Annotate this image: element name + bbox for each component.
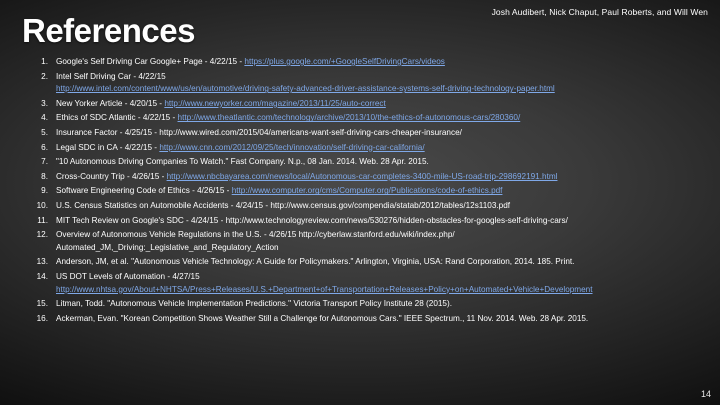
reference-link[interactable]: http://www.cnn.com/2012/09/25/tech/innovation/self-driving-car-california/ [159,142,425,152]
reference-text [56,71,706,96]
reference-item [26,215,706,228]
reference-text-part: Ackerman, Evan. "Korean Competition Shows Weather Still a Challenge for Autonomous Cars." IEEE Spectrum., 11 Nov. 2014. Web. 28 Apr. 2015. [56,313,589,323]
reference-item [26,112,706,125]
reference-text-part: Ethics of SDC Atlantic - 4/22/15 - [56,113,178,123]
reference-number: 14. [36,271,48,281]
reference-text [56,98,706,111]
page-number: 14 [700,389,711,399]
reference-text [56,127,706,140]
reference-number: 4. [41,113,48,123]
reference-number: 6. [41,142,48,152]
reference-number: 3. [41,98,48,108]
reference-item [26,171,706,184]
reference-number: 10. [36,200,48,210]
reference-text [56,185,706,198]
reference-item [26,271,706,296]
reference-item [26,127,706,140]
reference-link[interactable]: http://www.theatlantic.com/technology/archive/2013/10/the-ethics-of-autonomous-cars/280360/ [177,113,521,123]
reference-number: 16. [36,313,48,323]
reference-text [56,229,706,254]
reference-text-part: MIT Tech Review on Google's SDC - 4/24/15 - http://www.technologyreview.com/news/530276/hidden-obstacles-for-googles-self-driving-cars/ [56,215,568,225]
reference-text [56,156,706,169]
reference-text-part: Anderson, JM, et al. "Autonomous Vehicle Technology: A Guide for Policymakers." Arlington, Virginia, USA: Rand Corporation, 2014. 185. Print. [56,257,575,267]
references-list [26,56,706,327]
reference-text-part: Overview of Autonomous Vehicle Regulations in the U.S. - 4/26/15 http://cyberlaw.stanford.edu/wiki/index.php/ [56,230,455,240]
reference-text [56,171,706,184]
reference-text-part: Automated_JM,_Driving:_Legislative_and_Regulatory_Action [56,242,279,252]
reference-item [26,56,706,69]
reference-number: 13. [36,257,48,267]
reference-link[interactable]: http://www.intel.com/content/www/us/en/automotive/driving-safety-advanced-driver-assistance-systems-self-driving-technology-paper.html [56,84,555,94]
reference-number: 1. [41,57,48,66]
reference-text [56,271,706,296]
reference-number: 8. [41,171,48,181]
reference-text-part: Legal SDC in CA - 4/22/15 - [56,142,160,152]
reference-text [56,112,706,125]
reference-text-part: "10 Autonomous Driving Companies To Watch." Fast Company. N.p., 08 Jan. 2014. Web. 28 Apr. 2015. [56,157,429,167]
page-title: References [22,12,195,49]
reference-number: 5. [41,127,48,137]
reference-link[interactable]: http://www.computer.org/cms/Computer.org/Publications/code-of-ethics.pdf [231,186,503,196]
reference-item [26,185,706,198]
reference-item [26,298,706,311]
reference-text [56,256,706,269]
reference-text-part: New Yorker Article - 4/20/15 - [56,98,165,108]
reference-item [26,142,706,155]
reference-link[interactable]: https://plus.google.com/+GoogleSelfDrivingCars/videos [244,57,445,66]
reference-text-part: Google's Self Driving Car Google+ Page - 4/22/15 - [56,57,245,66]
reference-item [26,229,706,254]
reference-text [56,298,706,311]
reference-text [56,313,706,326]
reference-text-part: Insurance Factor - 4/25/15 - http://www.wired.com/2015/04/americans-want-self-driving-cars-cheaper-insurance/ [56,127,462,137]
reference-link[interactable]: http://www.nhtsa.gov/About+NHTSA/Press+Releases/U.S.+Department+of+Transportation+Releases+Policy+on+Automated+Vehicle+Development [56,284,593,294]
reference-item [26,98,706,111]
authors-line: Josh Audibert, Nick Chaput, Paul Roberts, and Will Wen [491,7,708,17]
reference-text [56,142,706,155]
reference-text-part: Litman, Todd. "Autonomous Vehicle Implementation Predictions." Victoria Transport Policy Institute 28 (2015). [56,299,452,309]
reference-text [56,56,706,69]
reference-item [26,313,706,326]
reference-text-part: US DOT Levels of Automation - 4/27/15 [56,271,200,281]
reference-item [26,156,706,169]
reference-number: 7. [41,157,48,167]
reference-item [26,71,706,96]
reference-item [26,256,706,269]
reference-text [56,215,706,228]
reference-number: 11. [37,215,48,225]
reference-text-part: Cross-Country Trip - 4/26/15 - [56,171,167,181]
reference-text [56,200,706,213]
reference-number: 2. [41,71,48,81]
reference-link[interactable]: http://www.newyorker.com/magazine/2013/11/25/auto-correct [164,98,386,108]
reference-number: 15. [36,299,48,309]
reference-number: 9. [41,186,48,196]
reference-number: 12. [36,230,48,240]
reference-item [26,200,706,213]
reference-link[interactable]: http://www.nbcbayarea.com/news/local/Autonomous-car-completes-3400-mile-US-road-trip-298692191.html [166,171,558,181]
reference-text-part: U.S. Census Statistics on Automobile Accidents - 4/24/15 - http://www.census.gov/compendia/statab/2012/tables/12s1103.pdf [56,200,511,210]
reference-text-part: Intel Self Driving Car - 4/22/15 [56,71,166,81]
reference-text-part: Software Engineering Code of Ethics - 4/26/15 - [56,186,232,196]
